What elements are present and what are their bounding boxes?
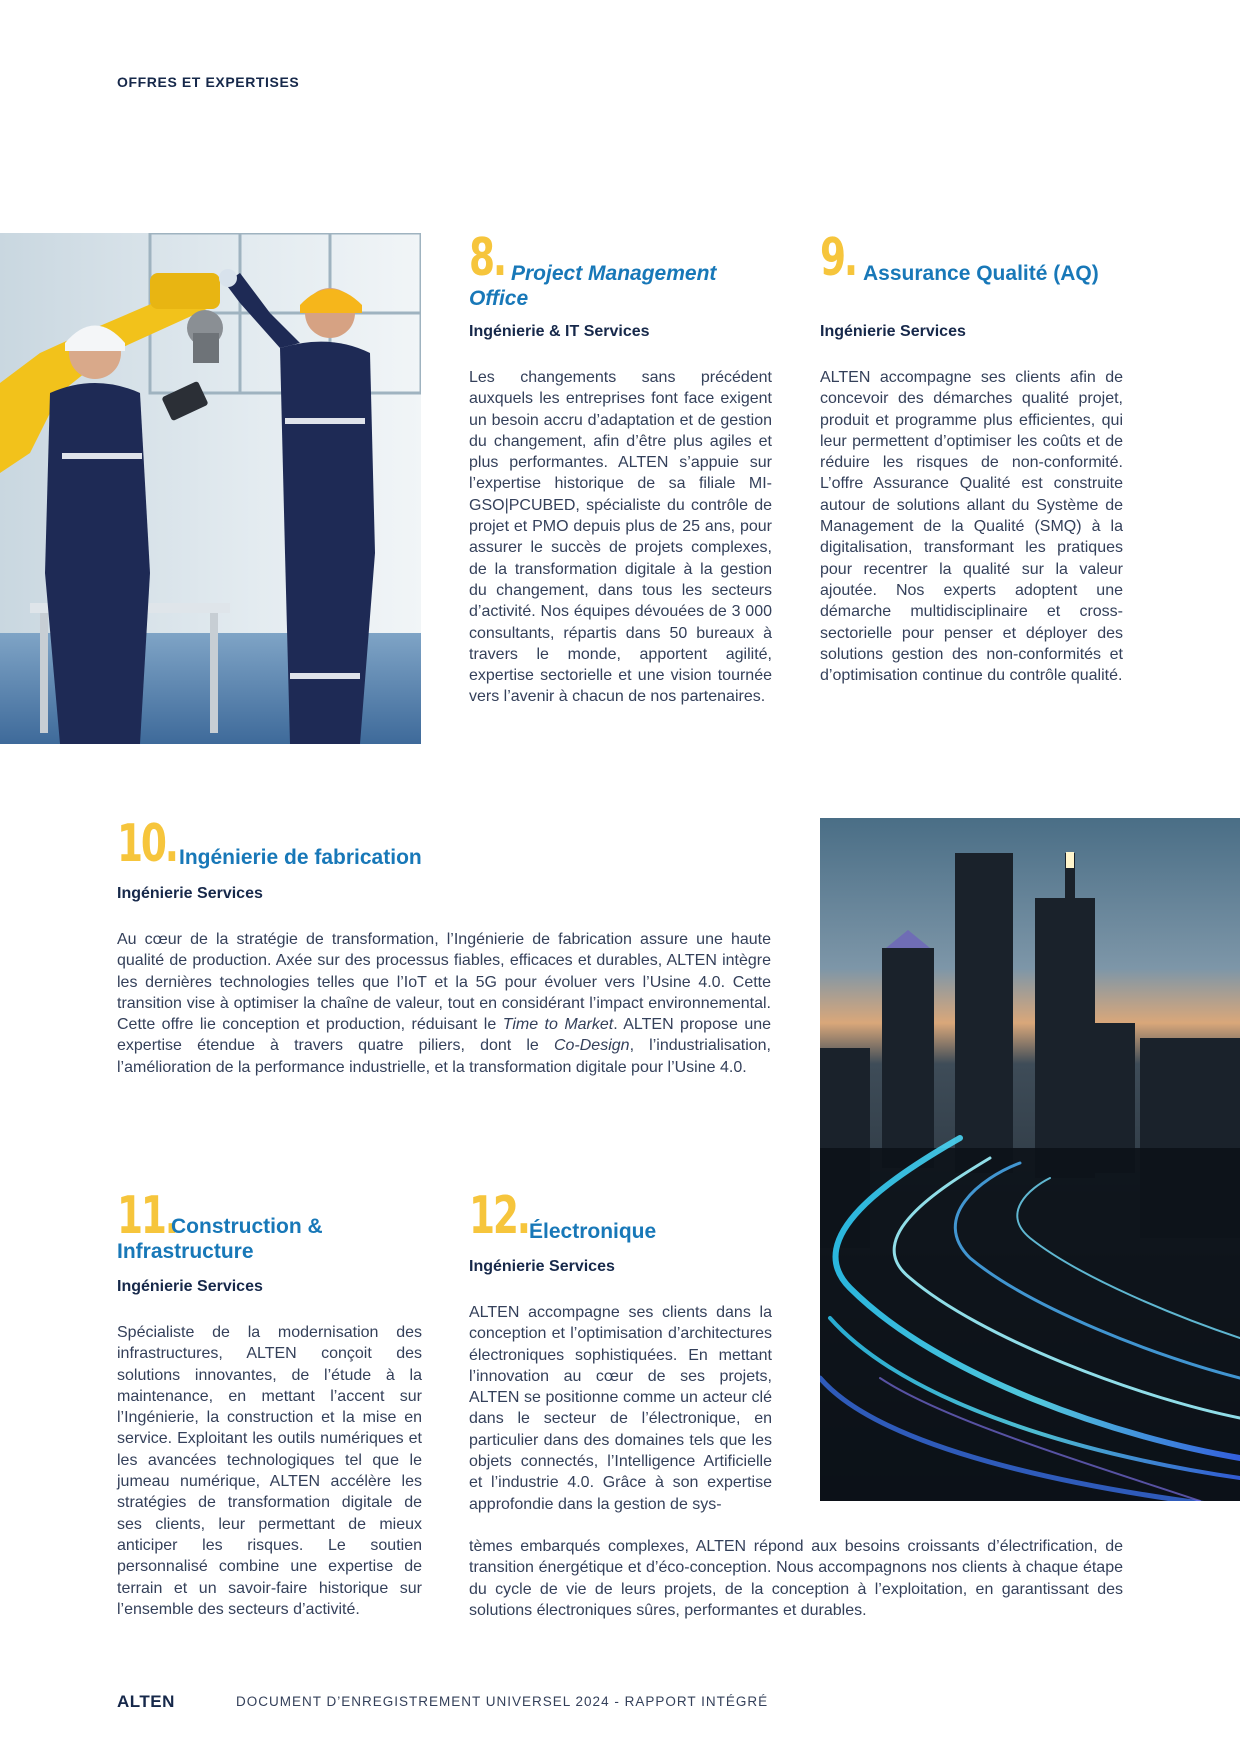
section-header: OFFRES ET EXPERTISES — [117, 74, 300, 90]
section-12-subtitle: Ingénierie Services — [469, 1258, 615, 1275]
section-12-body-wide: tèmes embarqués complexes, ALTEN répond aux besoins croissants d’électrification, de transition énergétique et d’éco-conception. Nous accompagnons nos clients à chaque étape du cycle de vie de leurs projets, de la conception à l’exploitation, en garantissant des solutions électroniques sûres, performantes et durables. — [469, 1538, 1123, 1619]
section-8-subtitle: Ingénierie & IT Services — [469, 323, 650, 340]
section-8-title: Project Management Office — [469, 262, 717, 310]
section-9 — [820, 228, 1125, 685]
section-11-title: Construction & Infrastructure — [117, 1215, 323, 1263]
section-9-heading — [820, 228, 1125, 288]
section-11-body: Spécialiste de la modernisation des infrastructures, ALTEN conçoit des solutions innovantes, de l’étude à la maintenance, en mettant l’accent sur l’Ingénierie, la construction et la mise en service. Exploitant les outils numériques et les avancées technologiques tel que le jumeau numérique, ALTEN accélère les stratégies de transformation digitale de ses clients, leur permettant de mieux anticiper les risques. Le soutien personnalisé combine une expertise de terrain et un savoir-faire historique sur l’ensemble des secteurs d’activité. — [117, 1324, 422, 1618]
robot-engineers-photo — [0, 233, 421, 744]
section-11-subtitle: Ingénierie Services — [117, 1278, 263, 1295]
section-9-number: 9. — [820, 228, 856, 288]
section-8-heading — [469, 228, 774, 310]
section-10-body: Au cœur de la stratégie de transformation, l’Ingénierie de fabrication assure une haute qualité de production. Axée sur des processus fiables, efficaces et durables, ALTEN intègre les dernières technologies telles que l’IoT et la 5G pour évoluer vers l’Usine 4.0. Cette transition vise à optimiser la chaîne de valeur, tout en considérant l’impact environnemental. Cette offre lie conception et production, réduisant le Time to Market. ALTEN propose une expertise étendue à travers quatre piliers, dont le Co-Design, l’industrialisation, l’amélioration de la performance industrielle, et la transformation digitale pour l’Usine 4.0. — [117, 931, 772, 1076]
section-12-number: 12. — [469, 1186, 529, 1246]
section-9-body: ALTEN accompagne ses clients afin de concevoir des démarches qualité projet, produit et programme plus efficientes, qui leur permettent d’optimiser les coûts et de réduire les risques de non-conformité. L’offre Assurance Qualité est construite autour de solutions allant du Système de Management de la Qualité (SMQ) à la digitalisation, transformant les pratiques pour recentrer la qualité sur la valeur ajoutée. Nos experts adoptent une démarche multidisciplinaire et cross-sectorielle pour penser et déployer des solutions gestion des non-conformités et d’optimisation continue du contrôle qualité. — [820, 369, 1123, 685]
section-11-heading — [117, 1186, 427, 1263]
city-light-trails-photo — [820, 818, 1240, 1501]
section-10-title: Ingénierie de fabrication — [179, 846, 422, 869]
section-9-subtitle: Ingénierie Services — [820, 323, 966, 340]
section-10-number: 10. — [117, 814, 177, 874]
section-12-title: Électronique — [529, 1220, 657, 1243]
section-11 — [117, 1186, 427, 1618]
section-8-number: 8. — [469, 228, 505, 288]
section-12-body-narrow: ALTEN accompagne ses clients dans la conception et l’optimisation d’architectures électroniques sophistiquées. En mettant l’innovation au cœur de ses projets, ALTEN se positionne comme un acteur clé dans le secteur de l’électronique, en particulier dans des domaines tels que les objets connectés, l’Intelligence Artificielle et l’industrie 4.0. Grâce à son expertise approfondie dans la gestion de sys- — [469, 1304, 772, 1513]
footer-document-title: DOCUMENT D’ENREGISTREMENT UNIVERSEL 2024 - RAPPORT INTÉGRÉ — [236, 1694, 769, 1709]
section-8 — [469, 228, 774, 706]
section-9-title: Assurance Qualité (AQ) — [863, 262, 1099, 285]
section-10-subtitle: Ingénierie Services — [117, 885, 263, 902]
section-8-body: Les changements sans précédent auxquels les entreprises font face exigent un besoin accru d’adaptation et de gestion du changement, afin d’être plus agiles et plus performantes. ALTEN s’appuie sur l’expertise historique de sa filiale MI-GSO|PCUBED, spécialiste du contrôle de projet et PMO depuis plus de 25 ans, pour assurer le succès de projets complexes, de la transformation digitale à la gestion du changement, dans tous les secteurs d’activité. Nos équipes dévouées de 3 000 consultants, répartis dans 50 bureaux à travers le monde, apportent agilité, expertise sectorielle et une vision tournée vers l’avenir à chacun de nos partenaires. — [469, 369, 772, 706]
footer-brand-logo: ALTEN — [117, 1692, 175, 1711]
section-11-number: 11. — [117, 1186, 177, 1246]
